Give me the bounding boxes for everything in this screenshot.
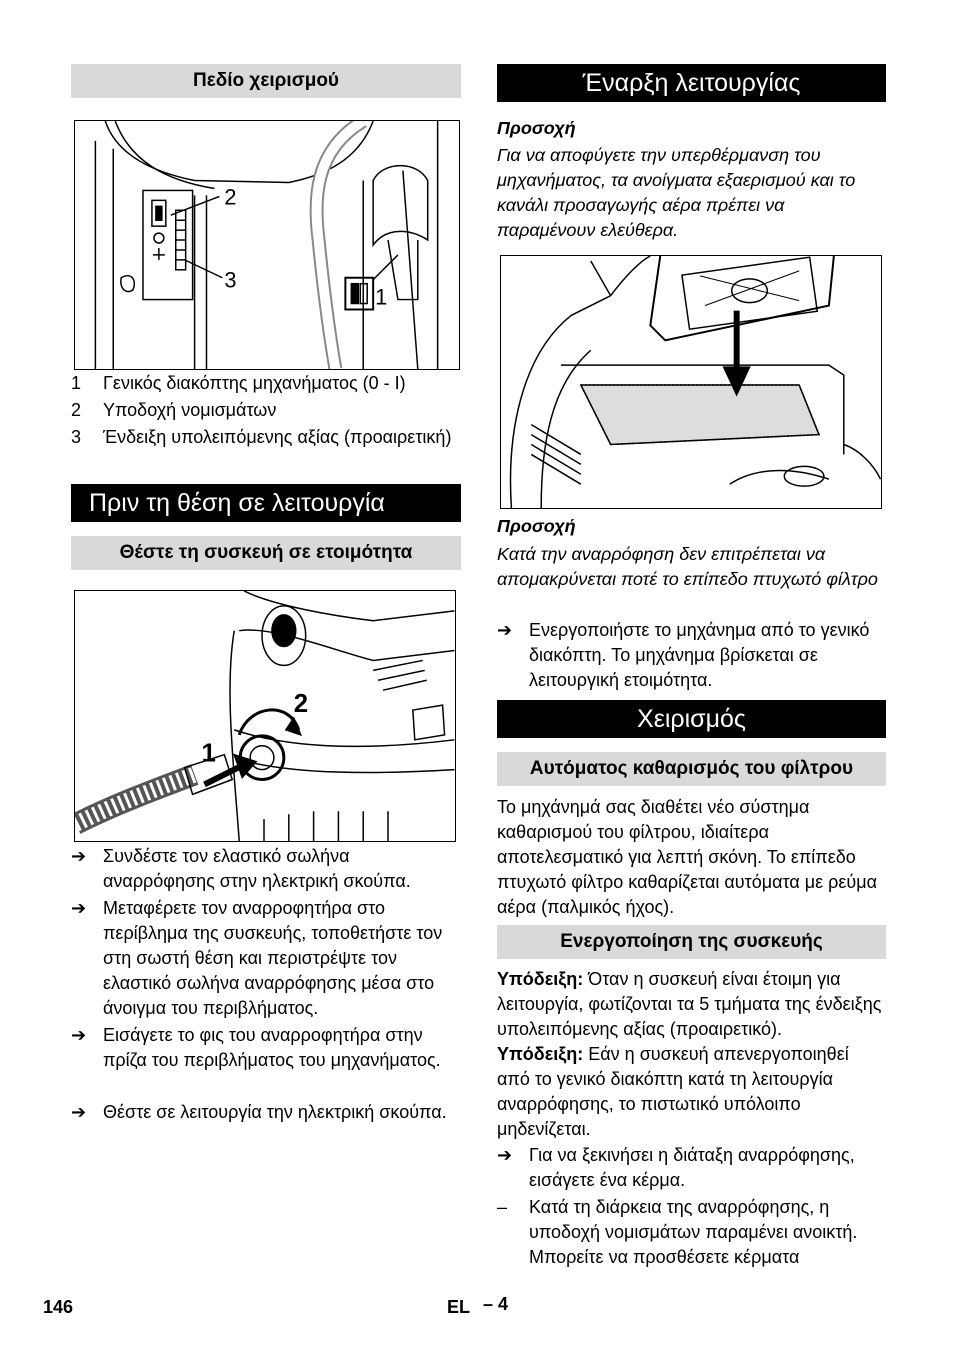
step-item: ➔ Ενεργοποιήστε το μηχάνημα από το γενικό διακόπτη. Το μηχάνημα βρίσκεται σε λειτουργική ετοιμότητα. [497,620,870,690]
legend-item: 3 Ένδειξη υπολειπόμενης αξίας (προαιρετική) [71,427,452,447]
operating-panel-illustration [75,121,459,369]
arrow-right-icon: ➔ [497,620,513,640]
start-heading: Έναρξη λειτουργίας [497,64,886,102]
operation-heading: Χειρισμός [497,700,886,738]
language-code: EL [447,1297,471,1317]
operating-panel-heading: Πεδίο χειρισμού [71,64,461,98]
hose-connection-illustration [75,591,455,841]
note-text: Όταν η συσκευή είναι έτοιμη για λειτουργία, φωτίζονται τα 5 τμήματα της ένδειξης υπολειπόμενης αξίας (προαιρετικό). [497,969,882,1039]
auto-clean-text: Το μηχάνημά σας διαθέτει νέο σύστημα καθαρισμού του φίλτρου, ιδιαίτερα αποτελεσματικό για λεπτή σκόνη. Το επίπεδο πτυχωτό φίλτρο καθαρίζεται αυτόματα με ρεύμα αέρα (παλμικός ήχος). [497,797,878,917]
caution-label: Προσοχή [497,118,576,138]
dash-item: – Κατά τη διάρκεια της αναρρόφησης, η υποδοχή νομισμάτων παραμένει ανοικτή. Μπορείτε να προσθέσετε κέρματα [497,1197,858,1267]
arrow-right-icon: ➔ [71,898,87,918]
page-number: 146 [43,1297,74,1317]
step-item: ➔ Θέστε σε λειτουργία την ηλεκτρική σκούπα. [71,1100,461,1125]
prepare-device-heading: Θέστε τη συσκευή σε ετοιμότητα [71,536,461,570]
step-item: ➔ Συνδέστε τον ελαστικό σωλήνα αναρρόφησης στην ηλεκτρική σκούπα. [71,846,411,891]
arrow-right-icon: ➔ [71,1025,87,1045]
section-number: – 4 [483,1294,509,1314]
note-2 [497,1042,886,1142]
step-item: ➔ Για να ξεκινήσει η διάταξη αναρρόφησης, εισάγετε ένα κέρμα. [497,1145,855,1190]
fig2-callout-2: 2 [293,690,309,719]
caution-text: Για να αποφύγετε την υπερθέρμανση του μηχανήματος, τα ανοίγματα εξαερισμού και το κανάλι προσαγωγής αέρα πρέπει να παραμένουν ελεύθερα. [497,145,856,240]
before-startup-heading: Πριν τη θέση σε λειτουργία [71,484,461,522]
dash-bullet: – [497,1197,508,1217]
step-item: ➔ Μεταφέρετε τον αναρροφητήρα στο περίβλημα της συσκευής, τοποθετήστε τον στη σωστή θέση και περιστρέψτε τον ελαστικό σωλήνα αναρρόφησης μέσα στο άνοιγμα του περιβλήματος. [71,898,443,1018]
step-item: ➔ Εισάγετε το φις του αναρροφητήρα στην πρίζα του περιβλήματος του μηχανήματος. [71,1025,441,1070]
caution-text: Κατά την αναρρόφηση δεν επιτρέπεται να απομακρύνεται ποτέ το επίπεδο πτυχωτό φίλτρο [497,544,878,589]
arrow-right-icon: ➔ [71,1102,87,1122]
note-label: Υπόδειξη: [497,969,584,989]
fig1-callout-2: 2 [224,184,237,210]
fig1-callout-1: 1 [375,284,388,310]
auto-clean-heading: Αυτόματος καθαρισμός του φίλτρου [497,752,886,786]
operating-panel-figure [74,120,460,370]
note-1 [497,967,886,1042]
hose-connection-figure [74,590,456,842]
fig2-callout-1: 1 [201,739,216,768]
caution-label: Προσοχή [497,516,576,536]
filter-illustration [501,256,881,508]
arrow-right-icon: ➔ [497,1145,513,1165]
note-text: Εάν η συσκευή απενεργοποιηθεί από το γενικό διακόπτη κατά τη λειτουργία αναρρόφησης, το πιστωτικό υπόλοιπο μηδενίζεται. [497,1044,849,1139]
filter-figure [500,255,882,509]
note-label: Υπόδειξη: [497,1044,584,1064]
arrow-right-icon: ➔ [71,846,87,866]
activate-heading: Ενεργοποίηση της συσκευής [497,925,886,959]
fig1-callout-3: 3 [224,267,237,293]
